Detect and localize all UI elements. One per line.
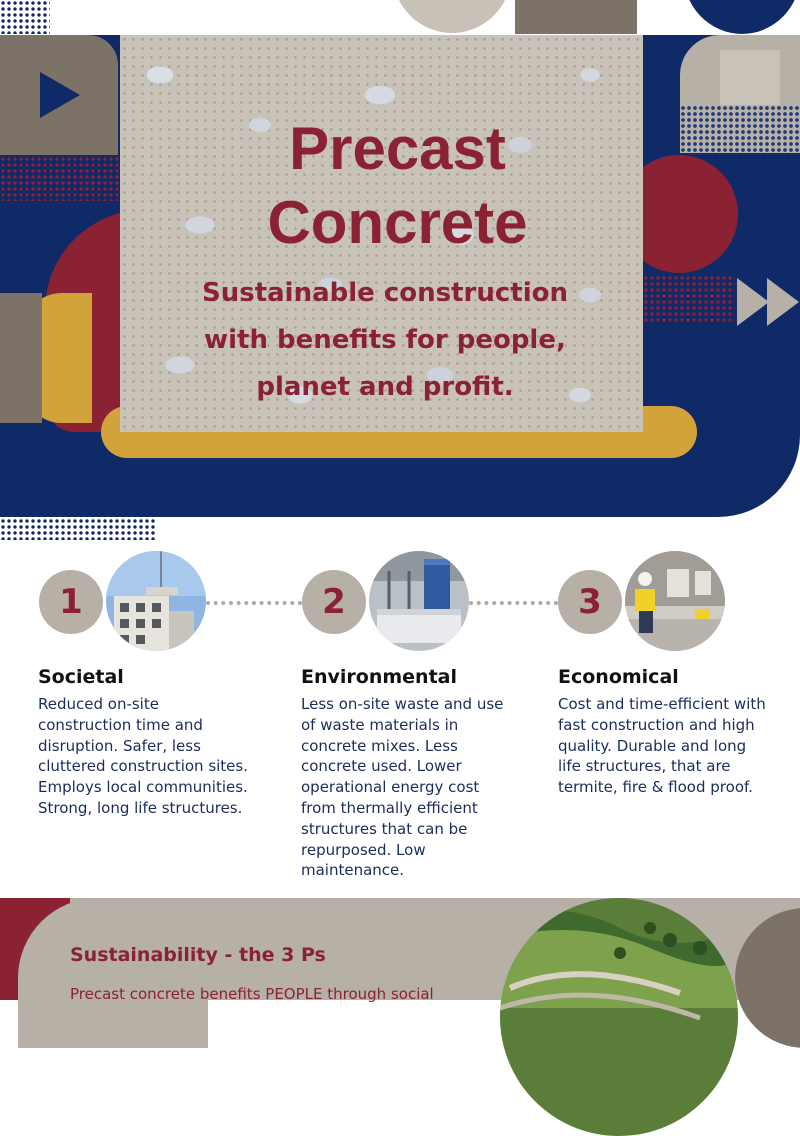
step-connector-1 [206,601,302,605]
decor-dots-right [680,105,800,155]
play-icon [40,72,82,118]
step-body-environmental: Less on-site waste and use of waste materials in concrete mixes. Less concrete used. Lower operational energy cost from thermally efficient structures that can be repurposed. Low maintenance. [301,695,504,880]
step-photo-environmental [369,551,469,651]
decor-dots-red-left [0,156,120,201]
step-number-1: 1 [39,570,103,634]
decor-half-circle-top [393,0,511,33]
hero-subtitle-line-1: Sustainable construction [201,278,568,308]
step-photo-societal [106,551,206,651]
step-photo-economical [625,551,725,651]
hero-title-line-1: Precast [289,115,506,182]
step-body-societal: Reduced on-site construction time and disruption. Safer, less cluttered construction sites. Employs local communities. Strong, long life structures. [38,695,248,817]
step-title-societal: Societal [38,666,124,688]
decor-taupe-block-left [0,293,42,423]
step-number-3: 3 [558,570,622,634]
hero-title [120,112,675,260]
decor-navy-half-circle-top [683,0,800,34]
step-title-economical: Economical [558,666,679,688]
step-number-2: 2 [302,570,366,634]
hero-subtitle-line-3: planet and profit. [256,372,514,402]
decor-stone-round-footer [18,898,208,1048]
decor-stone-inner-right [720,50,780,105]
hero-title-line-2: Concrete [267,189,528,256]
footer-title: Sustainability - the 3 Ps [70,944,326,966]
step-connector-2 [469,601,558,605]
decor-dots-top-left [0,0,50,34]
decor-taupe-block-top [515,0,637,34]
decor-dots-bottom-left [0,518,156,540]
footer-text: Precast concrete benefits PEOPLE through social [70,985,434,1003]
footer-landscape-photo [500,898,738,1136]
hero-subtitle-line-2: with benefits for people, [204,325,566,355]
step-body-economical: Cost and time-efficient with fast construction and high quality. Durable and long life structures, that are termite, fire & flood proof. [558,695,766,797]
decor-dots-red-right [643,275,735,323]
step-title-environmental: Environmental [301,666,457,688]
hero-subtitle [170,270,600,411]
fast-forward-icon [737,278,800,326]
